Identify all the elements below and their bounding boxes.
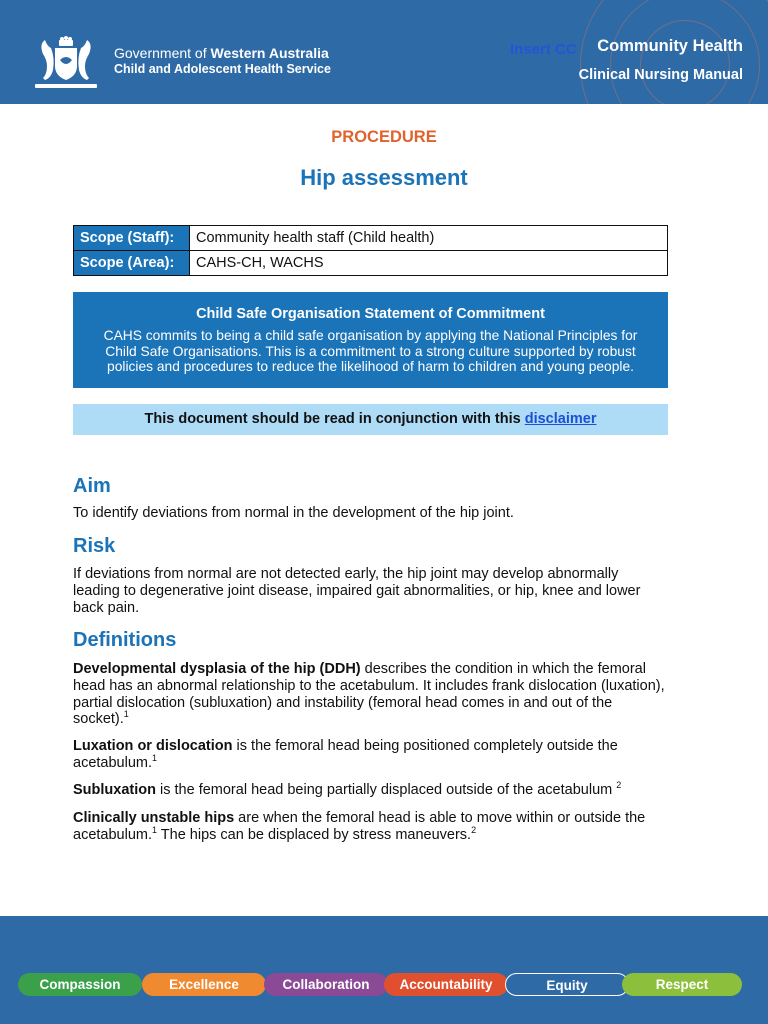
wa-coat-of-arms-logo (33, 36, 99, 92)
value-accountability: Accountability (384, 973, 508, 996)
definition-item (73, 738, 668, 772)
aim-heading: Aim (73, 475, 111, 497)
risk-text: If deviations from normal are not detected early, the hip joint may develop abnormally leading to degenerative joint disease, impaired gait abnormalities, or hip, knee and lower back pain. (73, 566, 641, 616)
definition-item (73, 810, 673, 844)
definitions-heading: Definitions (73, 629, 177, 651)
manual-subtitle: Clinical Nursing Manual (578, 67, 743, 83)
page-header (0, 0, 768, 104)
table-row (74, 226, 668, 251)
reference-marker: 1 (152, 752, 158, 763)
document-type-label: PROCEDURE (331, 128, 437, 146)
definition-text: are when the femoral head is able to move within or outside the acetabulum. (73, 810, 646, 843)
value-collaboration: Collaboration (264, 973, 388, 996)
manual-title: Community Health (597, 37, 743, 55)
reference-marker: 2 (471, 824, 477, 835)
definition-term: Developmental dysplasia of the hip (DDH) (73, 661, 361, 677)
government-name: Government of Western Australia (114, 45, 329, 61)
disclaimer-banner (73, 404, 668, 435)
definition-term: Subluxation (73, 782, 156, 798)
reference-marker: 2 (616, 780, 622, 791)
disclaimer-link[interactable]: disclaimer (524, 411, 597, 427)
service-name: Child and Adolescent Health Service (114, 62, 331, 76)
definition-term: Luxation or dislocation (73, 738, 233, 754)
risk-heading: Risk (73, 535, 116, 557)
definition-text: is the femoral head being partially displaced outside of the acetabulum (155, 782, 617, 798)
scope-staff-value: Community health staff (Child health) (190, 226, 668, 251)
definition-item (73, 661, 668, 728)
scope-area-value: CAHS-CH, WACHS (190, 251, 668, 276)
scope-area-key: Scope (Area): (74, 251, 190, 276)
disclaimer-text: This document should be read in conjunction with this (144, 411, 525, 427)
definition-text: describes the condition in which the femoral head has an abnormal relationship to the acetabulum. It includes frank dislocation (luxation), partial dislocation (subluxation) and instability (femoral head comes in and out of the socket). (73, 661, 665, 728)
page-footer (0, 916, 768, 1024)
scope-staff-key: Scope (Staff): (74, 226, 190, 251)
commitment-title: Child Safe Organisation Statement of Commitment (196, 306, 545, 322)
value-compassion: Compassion (18, 973, 142, 996)
commitment-box (73, 292, 668, 388)
commitment-body: CAHS commits to being a child safe organisation by applying the National Principles for Child Safe Organisations. This is a commitment to a strong culture supported by robust policies and procedures to reduce the likelihood of harm to children and young people. (103, 328, 638, 374)
insert-cc-placeholder: Insert CC (510, 41, 577, 58)
value-excellence: Excellence (142, 973, 266, 996)
aim-text: To identify deviations from normal in the development of the hip joint. (73, 505, 514, 521)
definition-term: Clinically unstable hips (73, 810, 235, 826)
page-title: Hip assessment (300, 165, 468, 190)
values-bar (18, 973, 742, 996)
table-row (74, 251, 668, 276)
value-respect: Respect (622, 973, 742, 996)
value-equity: Equity (505, 973, 629, 996)
reference-marker: 1 (123, 709, 129, 720)
definition-text: is the femoral head being positioned completely outside the acetabulum. (73, 738, 618, 771)
definition-item (73, 782, 673, 799)
decorative-ring (640, 20, 730, 104)
definition-text: The hips can be displaced by stress maneuvers. (157, 826, 472, 843)
scope-table (73, 225, 668, 276)
reference-marker: 1 (152, 824, 158, 835)
